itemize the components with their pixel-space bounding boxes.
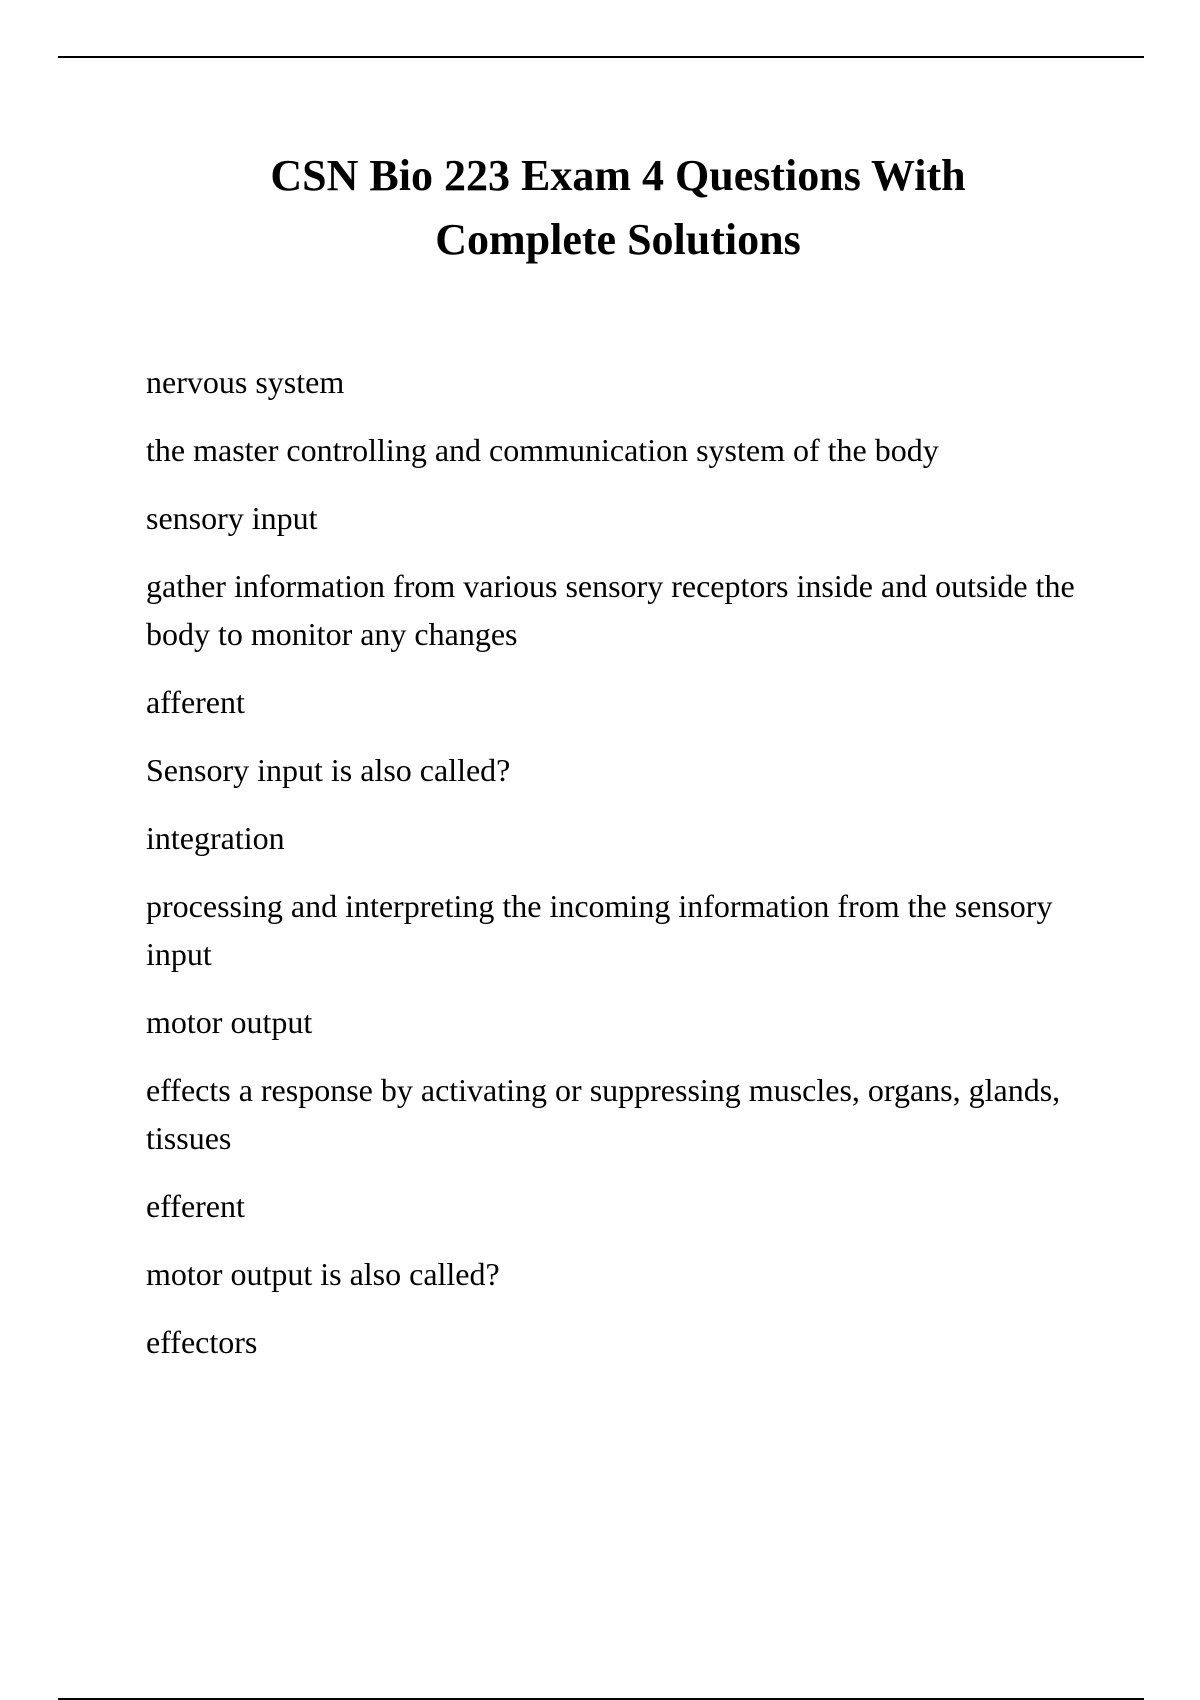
term-entry: afferent [146,684,245,720]
term-entry: integration [146,820,285,856]
term-entry: efferent [146,1188,245,1224]
term-entry: nervous system [146,364,345,400]
definition-entry: the master controlling and communication system of the body [146,432,939,468]
definition-entry: gather information from various sensory receptors inside and outside the body to monitor any changes [146,568,1075,652]
page-title-line-2: Complete Solutions [435,215,801,264]
qa-content [146,358,1096,1386]
definition-entry: Sensory input is also called? [146,752,511,788]
definition-entry: motor output is also called? [146,1256,500,1292]
top-divider [58,56,1144,58]
term-entry: sensory input [146,500,318,536]
page-title-line-1: CSN Bio 223 Exam 4 Questions With [270,151,966,200]
definition-entry: processing and interpreting the incoming information from the sensory input [146,888,1053,972]
term-entry: effectors [146,1324,258,1360]
term-entry: motor output [146,1004,313,1040]
page-title [200,144,1036,272]
definition-entry: effects a response by activating or suppressing muscles, organs, glands, tissues [146,1072,1061,1156]
